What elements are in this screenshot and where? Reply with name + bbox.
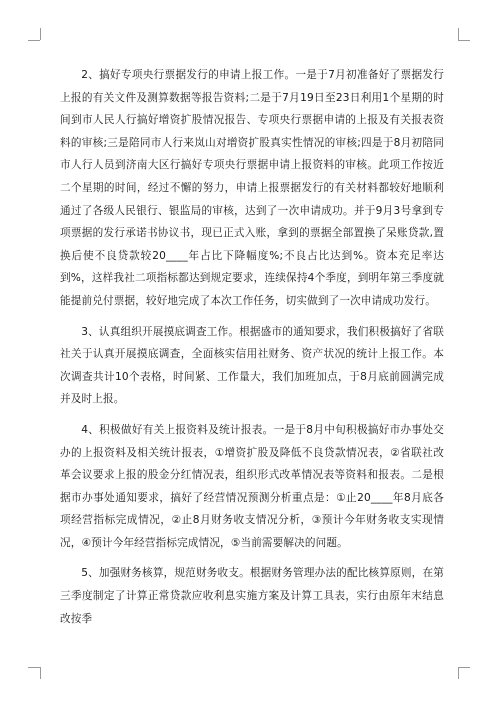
crop-mark-bottom-left-v xyxy=(40,667,41,679)
crop-mark-bottom-right-v xyxy=(458,667,459,679)
crop-mark-bottom-right-h xyxy=(458,667,470,668)
crop-mark-top-left-v xyxy=(40,28,41,40)
paragraph-survey-work: 3、认真组织开展摸底调查工作。根据盛市的通知要求，我们积极搞好了省联社关于认真开展摸底调查，全面核实信用社财务、资产状况的统计上报工作。本次调查共计10个表格，时间紧、工作量大，我们加班加点，于8月底前圆满完成并及时上报。 xyxy=(60,325,444,406)
paragraph-central-bank-bill: 2、搞好专项央行票据发行的申请上报工作。一是于7月初准备好了票据发行上报的有关文件及测算数据等报告资料;二是于7月19日至23日利用1个星期的时间到市人民人行搞好增资扩股情况报告、专项央行票据申请的上报及有关报表资料的审核;三是陪同市人行来岚山对增资扩股真实性情况的审核;四是于8月初陪同市人行人员到济南大区行搞好专项央行票据申请上报资料的审核。此项工作按近二个星期的时间，经过不懈的努力，申请上报票据发行的有关材料都较好地顺利通过了各级人民银行、银监局的审核，达到了一次申请成功。并于9月3号拿到专项票据的发行承诺书协议书，现已正式入账，拿到的票据全部置换了呆账贷款,置换后使不良贷款较20____年占比下降幅度%;不良占比达到%。资本充足率达到%，这样我社二项指标都达到规定要求，连续保持4个季度，到明年第三季度就能提前兑付票据，较好地完成了本次工作任务，切实做到了一次申请成功发行。 xyxy=(60,69,444,307)
document-body xyxy=(60,64,444,630)
crop-mark-bottom-left-h xyxy=(28,667,40,668)
paragraph-financial-accounting: 5、加强财务核算，规范财务收支。根据财务管理办法的配比核算原则，在第三季度制定了计算正常贷款应收利息实施方案及计算工具表，实行由原年末结息改按季 xyxy=(60,567,444,625)
paragraph-report-statistics: 4、积极做好有关上报资料及统计报表。一是于8月中旬积极搞好市办事处交办的上报资料及相关统计报表，①增资扩股及降低不良贷款情况表，②省联社改革会议要求上报的股金分红情况表，组织形式改革情况表等资料和报表。二是根据市办事处通知要求，搞好了经营情况预测分析重点是：①止20____年8月底各项经营指标完成情况，②止8月财务收支情况分析，③预计今年财务收支实现情况，④预计今年经营指标完成情况，⑤当前需要解决的问题。 xyxy=(60,423,444,549)
crop-mark-top-right-h xyxy=(458,40,470,41)
crop-mark-top-right-v xyxy=(458,28,459,40)
crop-mark-top-left-h xyxy=(28,40,40,41)
